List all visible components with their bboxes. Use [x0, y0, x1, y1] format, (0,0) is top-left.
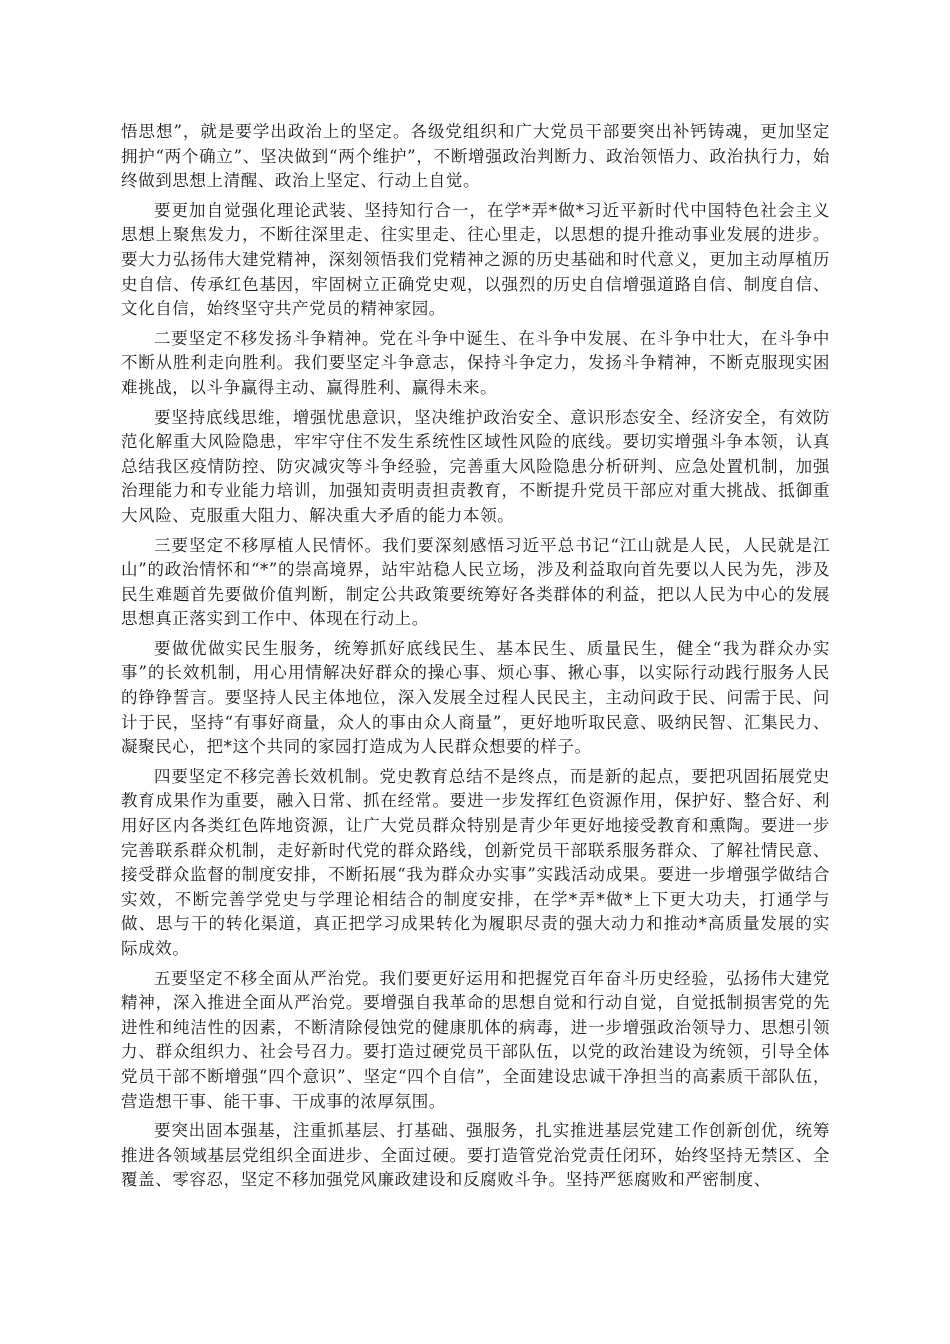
- paragraph-6: 要做优做实民生服务，统筹抓好底线民生、基本民生、质量民生，健全“我为群众办实事”的长效机制，用心用情解决好群众的操心事、烦心事、揪心事，以实际行动践行服务人民的铮铮誓言。要坚持人民主体地位，深入发展全过程人民民主，主动问政于民、问需于民、问计于民，坚持“有事好商量，众人的事由众人商量”，更好地听取民意、吸纳民智、汇集民力、凝聚民心，把*这个共同的家园打造成为人民群众想要的样子。: [121, 638, 830, 757]
- paragraph-5: 三要坚定不移厚植人民情怀。我们要深刻感悟习近平总书记“江山就是人民，人民就是江山”的政治情怀和“*”的崇高境界，站牢站稳人民立场，涉及利益取向首先要以人民为先，涉及民生难题首先要做价值判断，制定公共政策要统筹好各类群体的利益，把以人民为中心的发展思想真正落实到工作中、体现在行动上。: [121, 535, 830, 629]
- paragraph-1-continued: 悟思想”，就是要学出政治上的坚定。各级党组织和广大党员干部要突出补钙铸魂，更加坚定拥护“两个确立”、坚决做到“两个维护”，不断增强政治判断力、政治领悟力、政治执行力，始终做到思想上清醒、政治上坚定、行动上自觉。: [121, 122, 830, 191]
- document-body: [121, 120, 830, 1198]
- paragraph-4: 要坚持底线思维，增强忧患意识，坚决维护政治安全、意识形态安全、经济安全，有效防范化解重大风险隐患，牢牢守住不发生系统性区域性风险的底线。要切实增强斗争本领，认真总结我区疫情防控、防灾减灾等斗争经验，完善重大风险隐患分析研判、应急处置机制，加强治理能力和专业能力培训，加强知责明责担责教育，不断提升党员干部应对重大挑战、抵御重大风险、克服重大阻力、解决重大矛盾的能力本领。: [121, 407, 830, 525]
- paragraph-3: 二要坚定不移发扬斗争精神。党在斗争中诞生、在斗争中发展、在斗争中壮大，在斗争中不断从胜利走向胜利。我们要坚定斗争意志，保持斗争定力，发扬斗争精神，不断克服现实困难挑战，以斗争赢得主动、赢得胜利、赢得未来。: [121, 328, 830, 397]
- paragraph-2: 要更加自觉强化理论武装、坚持知行合一，在学*弄*做*习近平新时代中国特色社会主义思想上聚焦发力，不断往深里走、往实里走、往心里走，以思想的提升推动事业发展的进步。要大力弘扬伟大建党精神，深刻领悟我们党精神之源的历史基础和时代意义，更加主动厚植历史自信、传承红色基因，牢固树立正确党史观，以强烈的历史自信增强道路自信、制度自信、文化自信，始终坚守共产党员的精神家园。: [121, 200, 830, 319]
- paragraph-9: 要突出固本强基，注重抓基层、打基础、强服务，扎实推进基层党建工作创新创优，统筹推进各领域基层党组织全面进步、全面过硬。要打造管党治党责任闭环，始终坚持无禁区、全覆盖、零容忍，坚定不移加强党风廉政建设和反腐败斗争。坚持严惩腐败和严密制度、: [121, 1121, 830, 1190]
- paragraph-8: 五要坚定不移全面从严治党。我们要更好运用和把握党百年奋斗历史经验，弘扬伟大建党精神，深入推进全面从严治党。要增强自我革命的思想自觉和行动自觉，自觉抵制损害党的先进性和纯洁性的因素，不断清除侵蚀党的健康肌体的病毒，进一步增强政治领导力、思想引领力、群众组织力、社会号召力。要打造过硬党员干部队伍，以党的政治建设为统领，引导全体党员干部不断增强“四个意识”、坚定“四个自信”，全面建设忠诚干净担当的高素质干部队伍，营造想干事、能干事、干成事的浓厚氛围。: [121, 968, 830, 1111]
- paragraph-7: 四要坚定不移完善长效机制。党史教育总结不是终点，而是新的起点，要把巩固拓展党史教育成果作为重要，融入日常、抓在经常。要进一步发挥红色资源作用，保护好、整合好、利用好区内各类红色阵地资源，让广大党员群众特别是青少年更好地接受教育和熏陶。要进一步完善联系群众机制，走好新时代党的群众路线，创新党员干部联系服务群众、了解社情民意、接受群众监督的制度安排，不断拓展“我为群众办实事”实践活动成果。要进一步增强学做结合实效，不断完善学党史与学理论相结合的制度安排，在学*弄*做*上下更大功夫，打通学与做、思与干的转化渠道，真正把学习成果转化为履职尽责的强大动力和推动*高质量发展的实际成效。: [121, 766, 830, 958]
